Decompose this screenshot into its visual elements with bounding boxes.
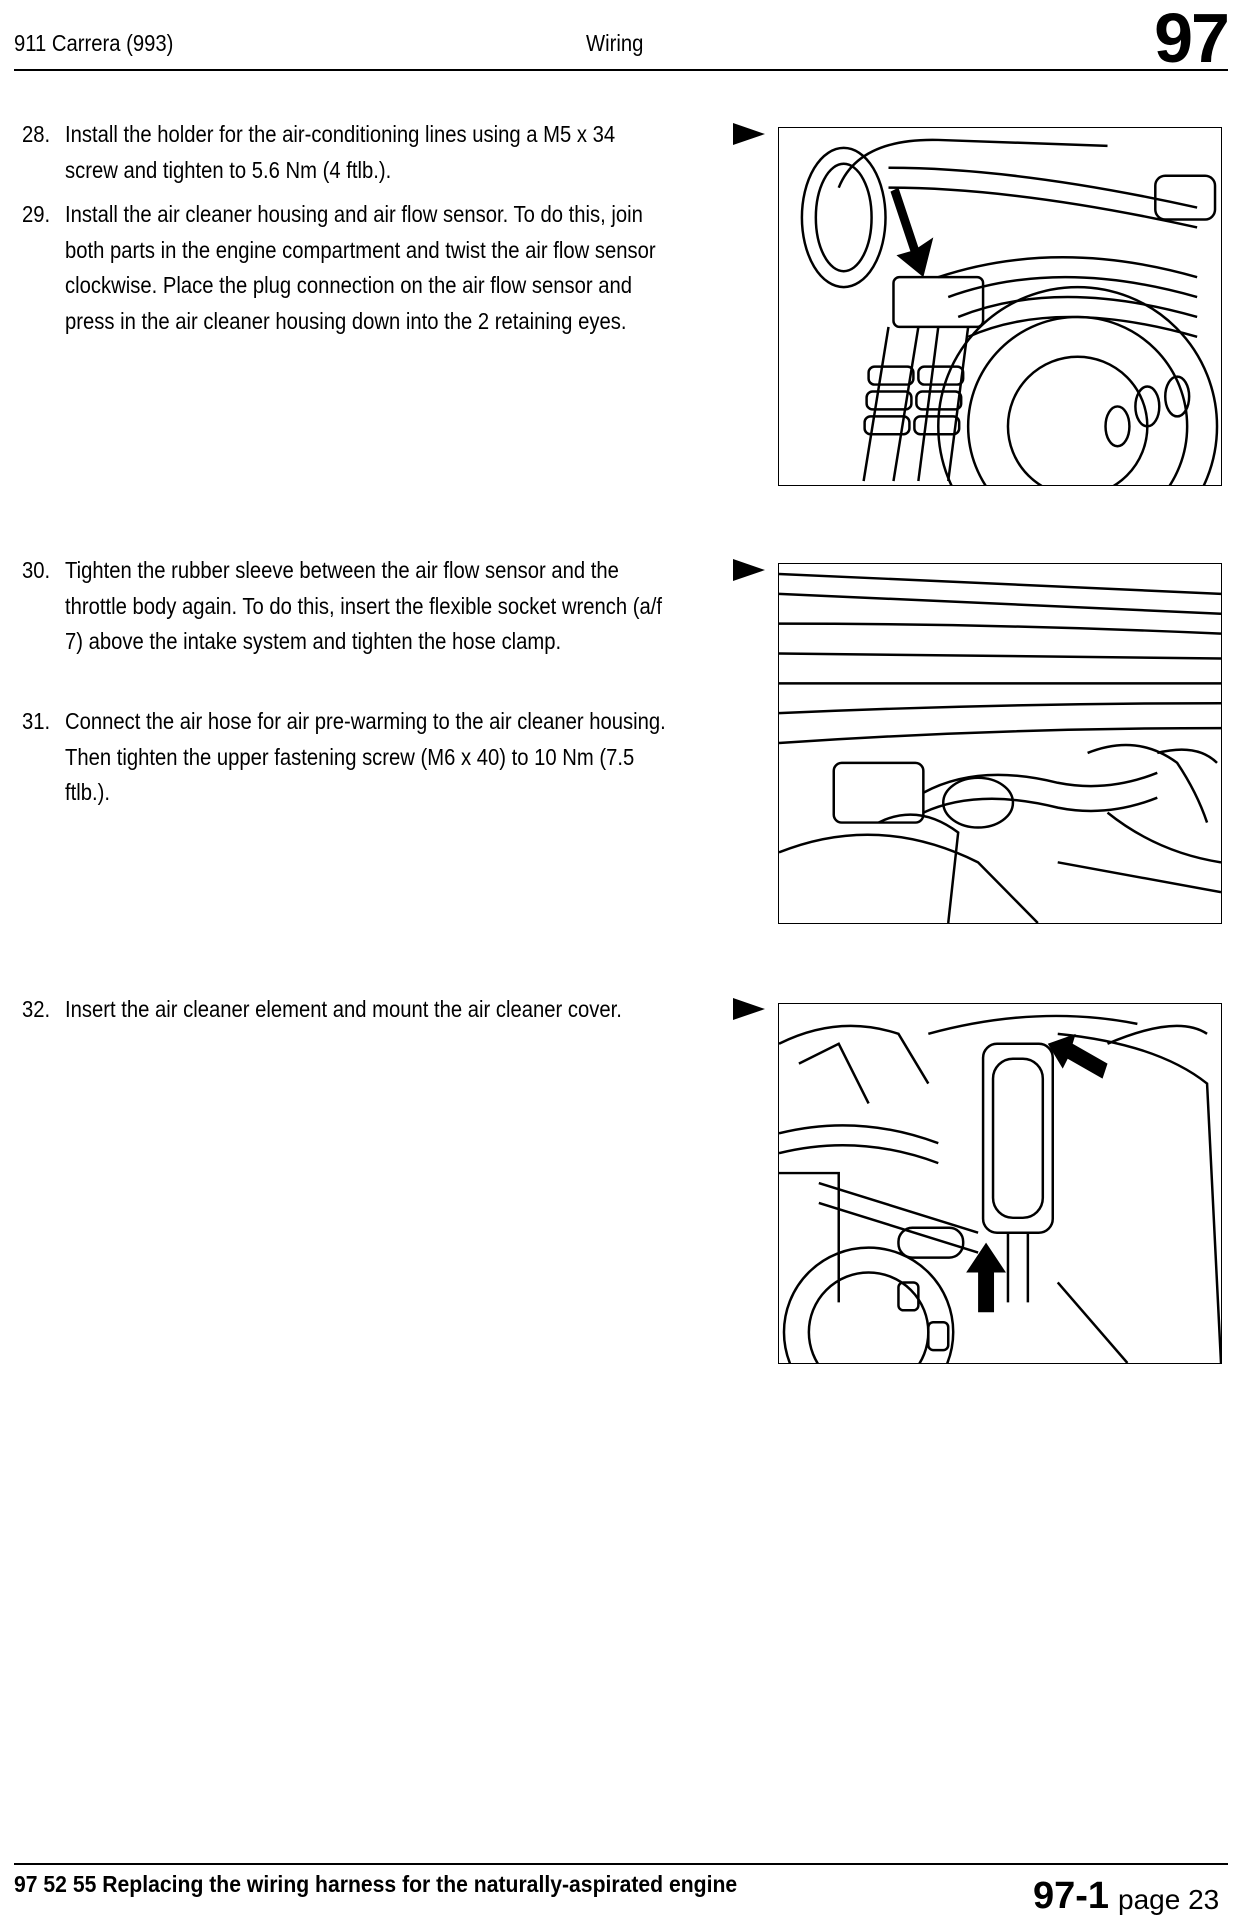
- step-30: [22, 553, 742, 660]
- step-text: Insert the air cleaner element and mount the air cleaner cover.: [65, 996, 622, 1022]
- step-text: Connect the air hose for air pre-warming to the air cleaner housing. Then tighten the upper fastening screw (M6 x 40) to 10 Nm (7.5 ftlb.).: [65, 708, 666, 805]
- footer-procedure-title: 97 52 55 Replacing the wiring harness for the naturally-aspirated engine: [14, 1871, 738, 1897]
- figure-pointer-icon: [733, 998, 765, 1020]
- figure-pointer-icon: [733, 559, 765, 581]
- step-number: 30.: [22, 557, 51, 583]
- air-conditioning-holder-illustration: [779, 128, 1221, 485]
- step-number: 31.: [22, 708, 51, 734]
- step-text: Tighten the rubber sleeve between the air flow sensor and the throttle body again. To do this, insert the flexible socket wrench (a/f 7) above the intake system and tighten the hose clamp.: [65, 557, 663, 654]
- figure-pointer-icon: [733, 123, 765, 145]
- rubber-sleeve-illustration: [779, 564, 1221, 923]
- chapter-number: 97: [1154, 0, 1228, 77]
- step-29: [22, 197, 742, 339]
- figure-air-conditioning-holder: [778, 127, 1222, 486]
- figure-air-cleaner-element: [778, 1003, 1222, 1364]
- footer-page-number: page 23: [1118, 1884, 1220, 1915]
- step-number: 28.: [22, 121, 51, 147]
- step-number: 32.: [22, 996, 51, 1022]
- air-cleaner-element-illustration: [779, 1004, 1221, 1363]
- step-32: [22, 992, 742, 1028]
- header-section: Wiring: [586, 30, 644, 56]
- footer-section-code: 97-1: [1033, 1875, 1110, 1917]
- step-number: 29.: [22, 201, 51, 227]
- figure-rubber-sleeve: [778, 563, 1222, 924]
- step-text: Install the holder for the air-conditioning lines using a M5 x 34 screw and tighten to 5.6 Nm (4 ftlb.).: [65, 121, 616, 183]
- step-text: Install the air cleaner housing and air flow sensor. To do this, join both parts in the engine compartment and twist the air flow sensor clockwise. Place the plug connection on the air flow sensor and press in the air cleaner housing down into the 2 retaining eyes.: [65, 201, 656, 334]
- header-rule: [14, 69, 1228, 71]
- header-model: 911 Carrera (993): [14, 30, 174, 56]
- step-31: [22, 704, 742, 811]
- step-28: [22, 117, 742, 188]
- footer-rule: [14, 1863, 1228, 1865]
